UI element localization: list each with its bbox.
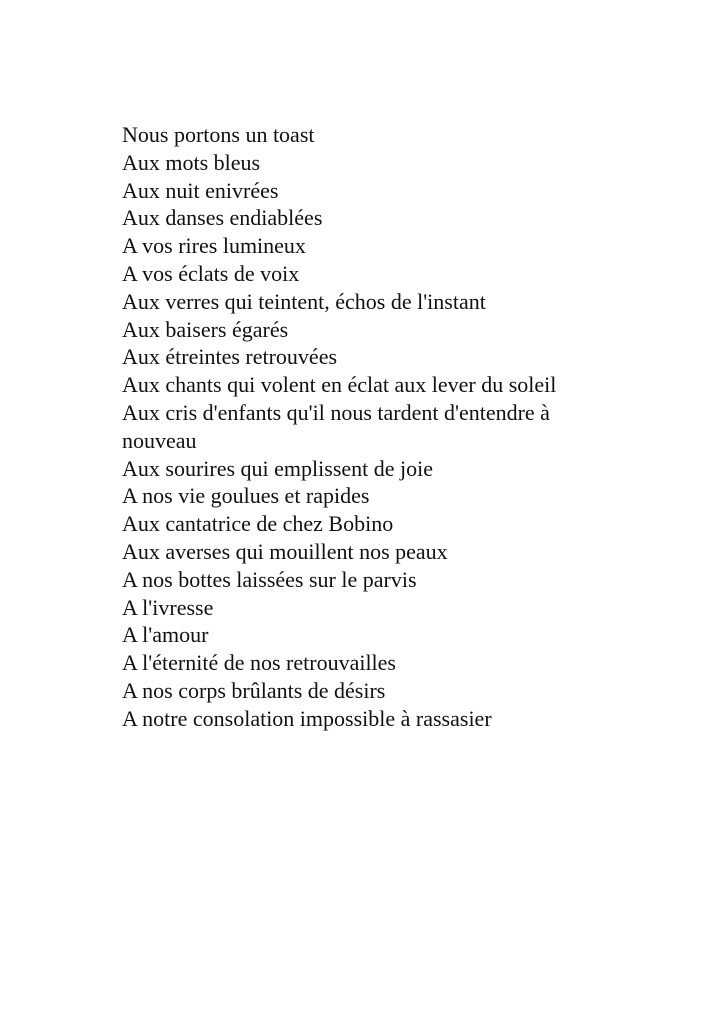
poem-line: Aux mots bleus [122,149,261,175]
poem-text [122,121,642,733]
poem-line: A vos éclats de voix [122,260,300,286]
poem-line: A l'ivresse [122,594,214,620]
poem-line: nouveau [122,427,197,453]
poem-line: Aux cris d'enfants qu'il nous tardent d'entendre à [122,399,550,425]
poem-line: A notre consolation impossible à rassasier [122,705,492,731]
poem-line: Aux sourires qui emplissent de joie [122,455,434,481]
poem-line: Aux danses endiablées [122,205,323,231]
poem-line: A vos rires lumineux [122,233,306,259]
poem-line: A nos corps brûlants de désirs [122,677,386,703]
poem-line: Aux averses qui mouillent nos peaux [122,538,448,564]
poem-line: Aux cantatrice de chez Bobino [122,511,394,537]
poem-line: A nos bottes laissées sur le parvis [122,566,417,592]
poem-line: Aux baisers égarés [122,316,289,342]
poem-line: Nous portons un toast [122,122,315,147]
poem-line: Aux verres qui teintent, échos de l'instant [122,288,486,314]
poem-line: A nos vie goulues et rapides [122,483,370,509]
poem-line: Aux chants qui volent en éclat aux lever du soleil [122,372,557,398]
poem-line: A l'amour [122,622,209,648]
poem-line: Aux étreintes retrouvées [122,344,338,370]
poem-line: A l'éternité de nos retrouvailles [122,650,396,676]
poem-line: Aux nuit enivrées [122,177,279,203]
